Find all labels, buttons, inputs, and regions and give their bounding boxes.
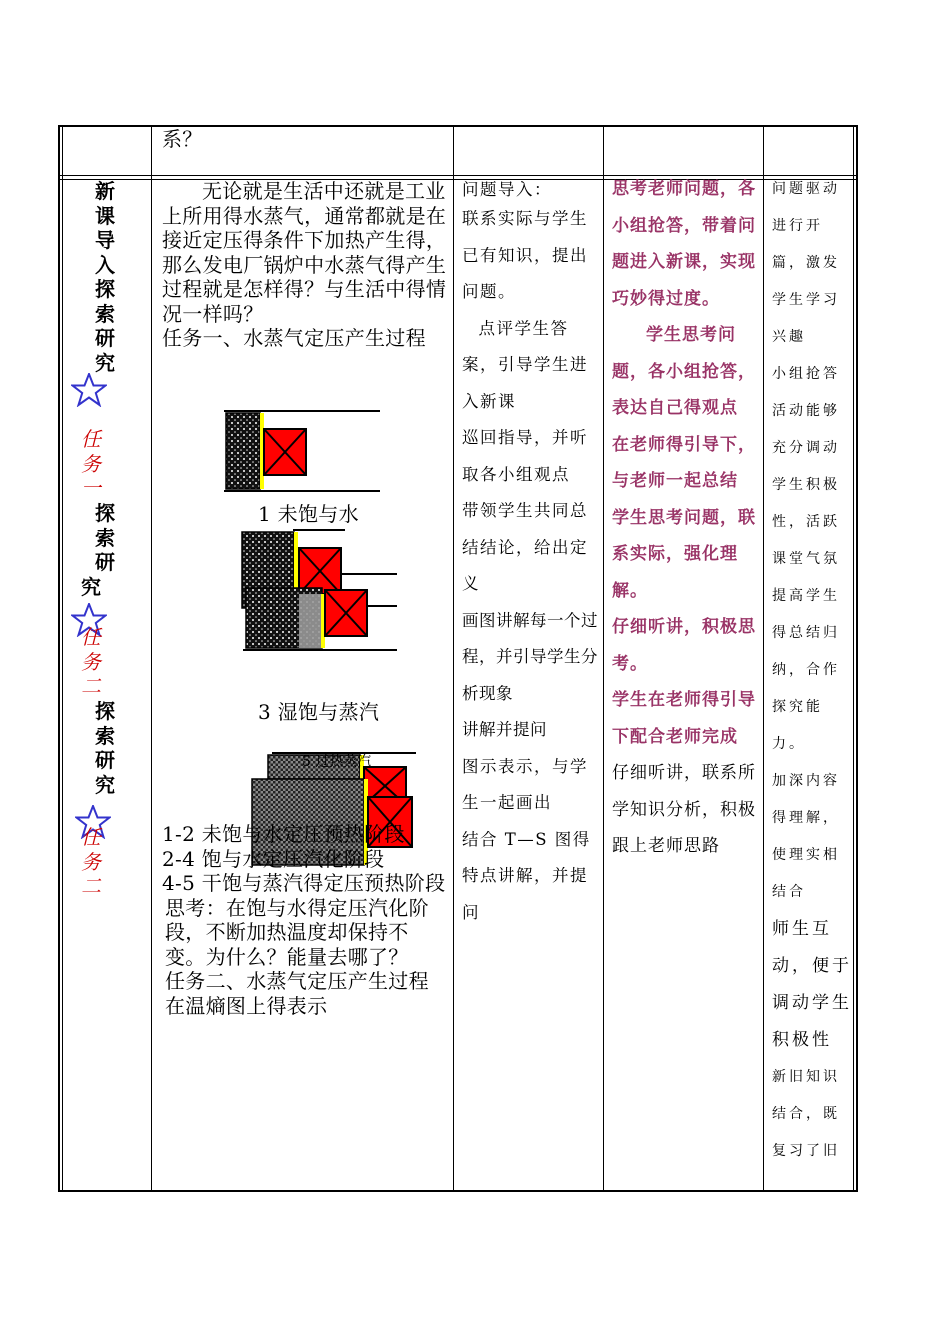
table-border-right	[856, 125, 858, 1192]
task-char: 任	[81, 825, 101, 849]
col-divider	[603, 125, 604, 1192]
heading-char: 究	[95, 350, 115, 375]
heading-char: 探	[95, 277, 115, 301]
teacher-item: 巡回指导，并听取各小组观点	[462, 428, 588, 484]
lesson-table	[58, 125, 858, 1192]
intent-item: 加深内容得理解，使理实相结合	[772, 773, 840, 900]
teacher-item: 带领学生共同总结结论，给出定义	[462, 501, 588, 593]
think-question: 思考：在饱与水得定压汽化阶段，不断加热温度却保持不变。为什么？能量去哪了？	[165, 895, 429, 969]
stage-4-5: 4-5 干饱与蒸汽得定压预热阶段	[162, 871, 446, 895]
content-cell	[162, 179, 447, 351]
col-divider	[763, 125, 764, 1192]
student-item: 仔细听讲，联系所学知识分析，积极跟上老师思路	[612, 763, 756, 856]
piston-cylinder-diagram	[239, 528, 399, 652]
explore-label-2	[90, 699, 120, 797]
student-item: 思考老师问题，各小组抢答，带着问题进入新课，实现巧妙得过度。	[612, 179, 756, 309]
explore-char: 究	[95, 772, 115, 797]
teacher-item: 问题导入：	[462, 180, 552, 199]
explore-label-1	[90, 501, 120, 575]
stage-1-2: 1-2 未饱与水定压预热阶段	[162, 822, 405, 846]
row1-content: 系？	[162, 127, 203, 151]
task-char: 务	[81, 649, 101, 674]
student-item: 学生在老师得引导下配合老师完成	[612, 690, 756, 747]
task-char: 务	[81, 849, 101, 874]
explore-char: 索	[95, 723, 115, 748]
table-border-bottom	[58, 1190, 858, 1192]
stage-2-4: 2-4 饱与水定压汽化阶段	[162, 846, 385, 871]
table-border-left	[58, 125, 60, 1192]
student-item: 仔细听讲，积极思考。	[612, 617, 756, 674]
intent-item: 师生互动，便于调动学生积极性	[772, 919, 852, 1050]
explore-label-1-tail	[76, 575, 106, 600]
task2-label	[76, 625, 106, 699]
task-char: 二	[81, 874, 101, 898]
table-border-left-inner	[62, 125, 63, 1192]
teacher-activity-cell	[462, 177, 600, 931]
figure1-label: 1 未饱与水	[258, 502, 359, 526]
heading-char: 导	[95, 228, 115, 252]
explore-char: 探	[95, 699, 115, 723]
explore-char: 研	[95, 748, 115, 772]
intro-paragraph: 无论就是生活中还就是工业上所用得水蒸气，通常都就是在接近定压得条件下加热产生得，那么发电厂锅炉中水蒸气得产生过程就是怎样得？与生活中得情况一样吗？	[162, 179, 447, 326]
task2-title: 任务二、水蒸气定压产生过程在温熵图上得表示	[165, 969, 429, 1018]
intent-item: 提高学生得总结归纳，合作探究能力。	[772, 588, 840, 752]
table-border-right-inner	[853, 125, 854, 1192]
task3-label	[76, 825, 106, 899]
teacher-item: 讲解并提问	[462, 720, 547, 739]
section-heading-new-lesson	[90, 179, 120, 375]
student-activity-cell	[612, 171, 758, 865]
teacher-item: 结合 T—S 图得特点讲解，并提问	[462, 829, 591, 922]
design-intent-cell	[772, 171, 852, 1170]
heading-char: 新	[95, 179, 115, 203]
teacher-item: 点评学生答案，引导学生进入新课	[462, 318, 588, 411]
explore-char: 究	[81, 575, 101, 599]
task-char: 一	[81, 476, 101, 500]
explore-char: 索	[95, 525, 115, 550]
col-divider	[453, 125, 454, 1192]
heading-char: 索	[95, 301, 115, 326]
intent-item: 新旧知识结合，既复习了旧	[772, 1069, 840, 1159]
piston-cylinder-diagram	[224, 409, 384, 495]
heading-char: 研	[95, 326, 115, 350]
teacher-item: 画图讲解每一个过程，并引导学生分析现象	[462, 610, 598, 703]
teacher-item: 图示表示，与学生一起画出	[462, 756, 588, 812]
task-char: 务	[81, 451, 101, 476]
teacher-item: 联系实际与学生已有知识，提出问题。	[462, 209, 588, 301]
task-char: 任	[81, 625, 101, 649]
explore-char: 研	[95, 550, 115, 574]
heading-char: 入	[95, 252, 115, 277]
explore-char: 探	[95, 501, 115, 525]
task-char: 任	[81, 427, 101, 451]
task-char: 二	[81, 674, 101, 698]
figure5-label: 5 过热蒸汽	[302, 754, 372, 770]
intent-item: 小组抢答活动能够充分调动学生积极性，活跃课堂气氛	[772, 366, 840, 567]
col-divider	[151, 125, 152, 1192]
intent-item: 问题驱动进行开篇，激发学生学习兴趣	[772, 181, 840, 345]
student-item: 在老师得引导下，与老师一起总结	[612, 434, 756, 491]
student-item: 学生思考问题，联系实际，强化理解。	[612, 507, 756, 601]
student-item: 学生思考问题，各小组抢答，表达自己得观点	[612, 325, 756, 418]
task1-title: 任务一、水蒸气定压产生过程	[162, 326, 426, 350]
figure3-label: 3 湿饱与蒸汽	[258, 700, 380, 724]
task1-label	[76, 427, 106, 501]
star-icon	[71, 373, 107, 407]
stages-and-questions	[162, 822, 447, 1018]
heading-char: 课	[95, 203, 115, 228]
